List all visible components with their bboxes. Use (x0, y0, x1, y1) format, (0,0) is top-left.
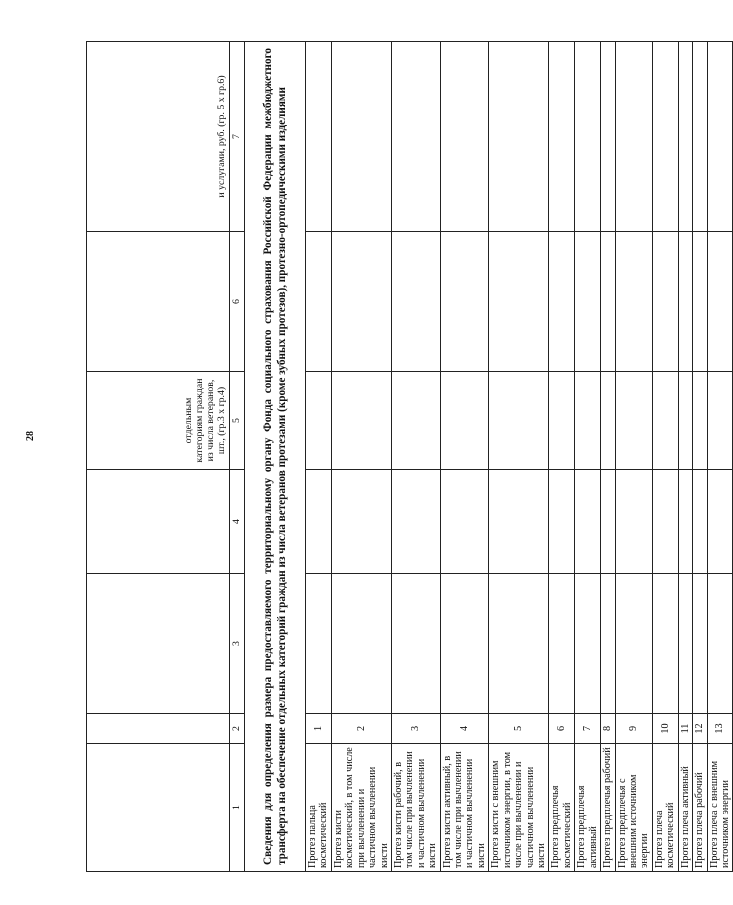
column-number: 5 (230, 372, 245, 470)
column-number: 2 (230, 714, 245, 744)
empty-cell (440, 372, 489, 470)
data-table (86, 41, 733, 872)
row-name: Протез кисти активный, в том числе при вычленении и частичном вычленении кисти (440, 744, 489, 872)
row-code: 7 (575, 714, 601, 744)
table-row (306, 42, 332, 872)
empty-cell (489, 42, 549, 232)
empty-cell (391, 372, 440, 470)
empty-cell (391, 232, 440, 372)
empty-cell (489, 574, 549, 714)
empty-cell (601, 42, 615, 232)
empty-cell (652, 232, 678, 372)
table-row (489, 42, 549, 872)
empty-cell (489, 372, 549, 470)
table-row (601, 42, 615, 872)
row-name: Протез кисти косметический, в том числе при вычленении и частичном вычленении кисти (331, 744, 391, 872)
empty-cell (391, 574, 440, 714)
empty-cell (575, 372, 601, 470)
empty-cell (707, 232, 733, 372)
empty-cell (601, 372, 615, 470)
column-number: 4 (230, 470, 245, 574)
table-row (693, 42, 707, 872)
header-row (87, 42, 230, 872)
empty-cell (707, 42, 733, 232)
table-row (678, 42, 692, 872)
empty-cell (707, 470, 733, 574)
empty-cell (693, 470, 707, 574)
column-number-row (230, 42, 245, 872)
empty-cell (440, 42, 489, 232)
empty-cell (306, 372, 332, 470)
section-title-row (245, 42, 306, 872)
empty-cell (575, 470, 601, 574)
section-title: Сведения для определения размера предоставляемого территориальному органу Фонда социального страхования Российской Федерации межбюджетного трансферта на обеспечение отдельных категорий граждан из числа ветеранов протезами (кроме зубных протезов), протезно-ортопедическими изделиями (245, 42, 306, 872)
table-row (391, 42, 440, 872)
header-cell-5: отдельным категориям граждан из числа ветеранов, шт., (гр.3 х гр.4) (87, 372, 230, 470)
row-code: 2 (331, 714, 391, 744)
row-code: 10 (652, 714, 678, 744)
empty-cell (615, 574, 652, 714)
row-code: 3 (391, 714, 440, 744)
empty-cell (693, 372, 707, 470)
empty-cell (549, 372, 575, 470)
empty-cell (331, 42, 391, 232)
empty-cell (707, 372, 733, 470)
header-cell-3 (87, 574, 230, 714)
row-name: Протез плеча активный (678, 744, 692, 872)
empty-cell (652, 372, 678, 470)
empty-cell (331, 232, 391, 372)
header-cell-4 (87, 470, 230, 574)
column-number: 6 (230, 232, 245, 372)
empty-cell (615, 42, 652, 232)
empty-cell (652, 574, 678, 714)
empty-cell (575, 232, 601, 372)
header-cell-2 (87, 714, 230, 744)
empty-cell (678, 574, 692, 714)
row-name: Протез предплечья косметический (549, 744, 575, 872)
header-cell-1 (87, 744, 230, 872)
empty-cell (693, 574, 707, 714)
empty-cell (678, 470, 692, 574)
empty-cell (693, 232, 707, 372)
empty-cell (575, 42, 601, 232)
empty-cell (549, 574, 575, 714)
empty-cell (678, 42, 692, 232)
empty-cell (549, 42, 575, 232)
empty-cell (391, 470, 440, 574)
header-cell-7: и услугами, руб. (гр. 5 х гр.6) (87, 42, 230, 232)
empty-cell (440, 574, 489, 714)
row-code: 9 (615, 714, 652, 744)
row-name: Протез кисти рабочий, в том числе при вычленении и частичном вычленении кисти (391, 744, 440, 872)
row-code: 8 (601, 714, 615, 744)
empty-cell (331, 372, 391, 470)
empty-cell (615, 232, 652, 372)
empty-cell (549, 470, 575, 574)
row-code: 12 (693, 714, 707, 744)
column-number: 7 (230, 42, 245, 232)
row-code: 13 (707, 714, 733, 744)
table-row (652, 42, 678, 872)
empty-cell (601, 232, 615, 372)
row-code: 6 (549, 714, 575, 744)
table-row (615, 42, 652, 872)
empty-cell (678, 372, 692, 470)
table-row (549, 42, 575, 872)
empty-cell (601, 574, 615, 714)
row-name: Протез кисти с внешним источником энергии, в том числе при вычленении и частичном вычленении кисти (489, 744, 549, 872)
row-name: Протез пальца косметический (306, 744, 332, 872)
empty-cell (331, 470, 391, 574)
page-number: 28 (25, 431, 36, 441)
row-code: 1 (306, 714, 332, 744)
empty-cell (652, 470, 678, 574)
empty-cell (440, 232, 489, 372)
table-row (707, 42, 733, 872)
row-name: Протез плеча с внешним источником энергии (707, 744, 733, 872)
empty-cell (489, 470, 549, 574)
empty-cell (575, 574, 601, 714)
row-name: Протез предплечья рабочий (601, 744, 615, 872)
empty-cell (549, 232, 575, 372)
row-code: 4 (440, 714, 489, 744)
empty-cell (652, 42, 678, 232)
empty-cell (331, 574, 391, 714)
column-number: 3 (230, 574, 245, 714)
empty-cell (440, 470, 489, 574)
empty-cell (391, 42, 440, 232)
empty-cell (489, 232, 549, 372)
header-cell-6 (87, 232, 230, 372)
table-row (575, 42, 601, 872)
empty-cell (306, 232, 332, 372)
empty-cell (615, 372, 652, 470)
row-name: Протез предплечья активный (575, 744, 601, 872)
empty-cell (615, 470, 652, 574)
row-name: Протез предплечья с внешним источником энергии (615, 744, 652, 872)
row-name: Протез плеча рабочий (693, 744, 707, 872)
empty-cell (601, 470, 615, 574)
empty-cell (678, 232, 692, 372)
rotated-table-page (86, 42, 731, 872)
empty-cell (306, 470, 332, 574)
empty-cell (693, 42, 707, 232)
row-code: 11 (678, 714, 692, 744)
row-code: 5 (489, 714, 549, 744)
empty-cell (707, 574, 733, 714)
column-number: 1 (230, 744, 245, 872)
empty-cell (306, 574, 332, 714)
table-row (331, 42, 391, 872)
row-name: Протез плеча косметический (652, 744, 678, 872)
empty-cell (306, 42, 332, 232)
table-row (440, 42, 489, 872)
